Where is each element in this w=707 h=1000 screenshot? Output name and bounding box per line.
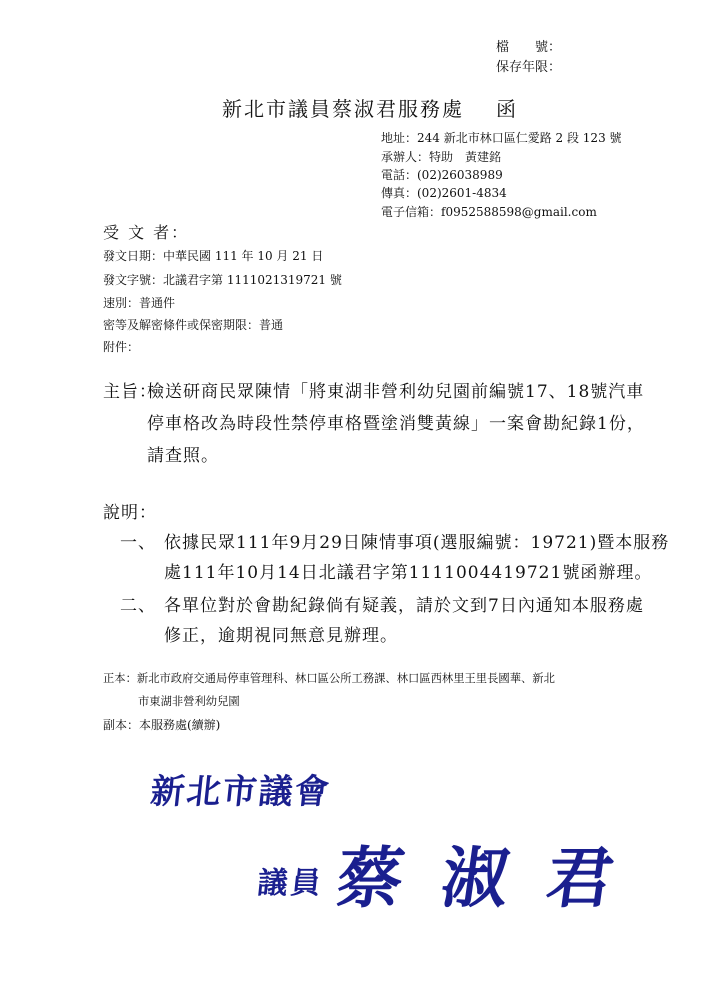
sender-address: 地址：244 新北市林口區仁愛路 2 段 123 號 (381, 131, 622, 145)
sender-email: 電子信箱：f0952588598@gmail.com (381, 205, 597, 219)
subject-line-3: 請查照。 (147, 446, 219, 466)
issue-date: 發文日期：中華民國 111 年 10 月 21 日 (103, 249, 324, 263)
sender-phone: 電話：(02)26038989 (381, 168, 503, 182)
copy-recipients: 副本：本服務處(續辦) (103, 718, 221, 732)
councilor-signature-name: 蔡 淑 君 (331, 839, 627, 917)
explanation-item-2-number: 二、 (120, 596, 156, 616)
subject-label: 主旨： (103, 382, 157, 402)
subject-line-2: 停車格改為時段性禁停車格暨塗消雙黃線」一案會勘紀錄1份， (147, 414, 645, 434)
document-type: 函 (496, 97, 518, 121)
subject-line-1: 檢送研商民眾陳情「將東湖非營利幼兒園前編號17、18號汽車 (147, 382, 645, 402)
explanation-item-1-line-1: 依據民眾111年9月29日陳情事項(選服編號：19721)暨本服務 (164, 533, 670, 553)
attachments-label: 附件： (103, 340, 140, 354)
confidentiality-level: 密等及解密條件或保密期限：普通 (103, 318, 284, 332)
office-name: 新北市議員蔡淑君服務處 (222, 97, 464, 121)
councilor-title: 議員 (255, 866, 326, 901)
sender-fax: 傳真：(02)2601-4834 (381, 186, 507, 200)
retention-period-label: 保存年限： (496, 60, 562, 75)
explanation-item-1-number: 一、 (120, 533, 156, 553)
delivery-speed: 速別：普通件 (103, 296, 176, 310)
recipient-label: 受 文 者： (103, 223, 190, 242)
main-recipients-line-2: 市東湖非營利幼兒園 (138, 695, 240, 708)
explanation-item-2-line-1: 各單位對於會勘紀錄倘有疑義，請於文到7日內通知本服務處 (164, 596, 644, 616)
file-number-label: 檔 號： (496, 40, 562, 55)
explanation-item-1-line-2: 處111年10月14日北議君字第1111004419721號函辦理。 (164, 563, 653, 583)
sender-handler: 承辦人：特助 黃建銘 (381, 150, 502, 164)
explanation-label: 說明： (103, 503, 157, 523)
explanation-item-2-line-2: 修正，逾期視同無意見辦理。 (164, 626, 398, 646)
document-title (222, 93, 518, 122)
document-number: 發文字號：北議君字第 1111021319721 號 (103, 273, 342, 287)
council-seal-text: 新北市議會 (148, 772, 333, 812)
main-recipients-line-1: 正本：新北市政府交通局停車管理科、林口區公所工務課、林口區西林里王里長國華、新北 (103, 672, 555, 685)
